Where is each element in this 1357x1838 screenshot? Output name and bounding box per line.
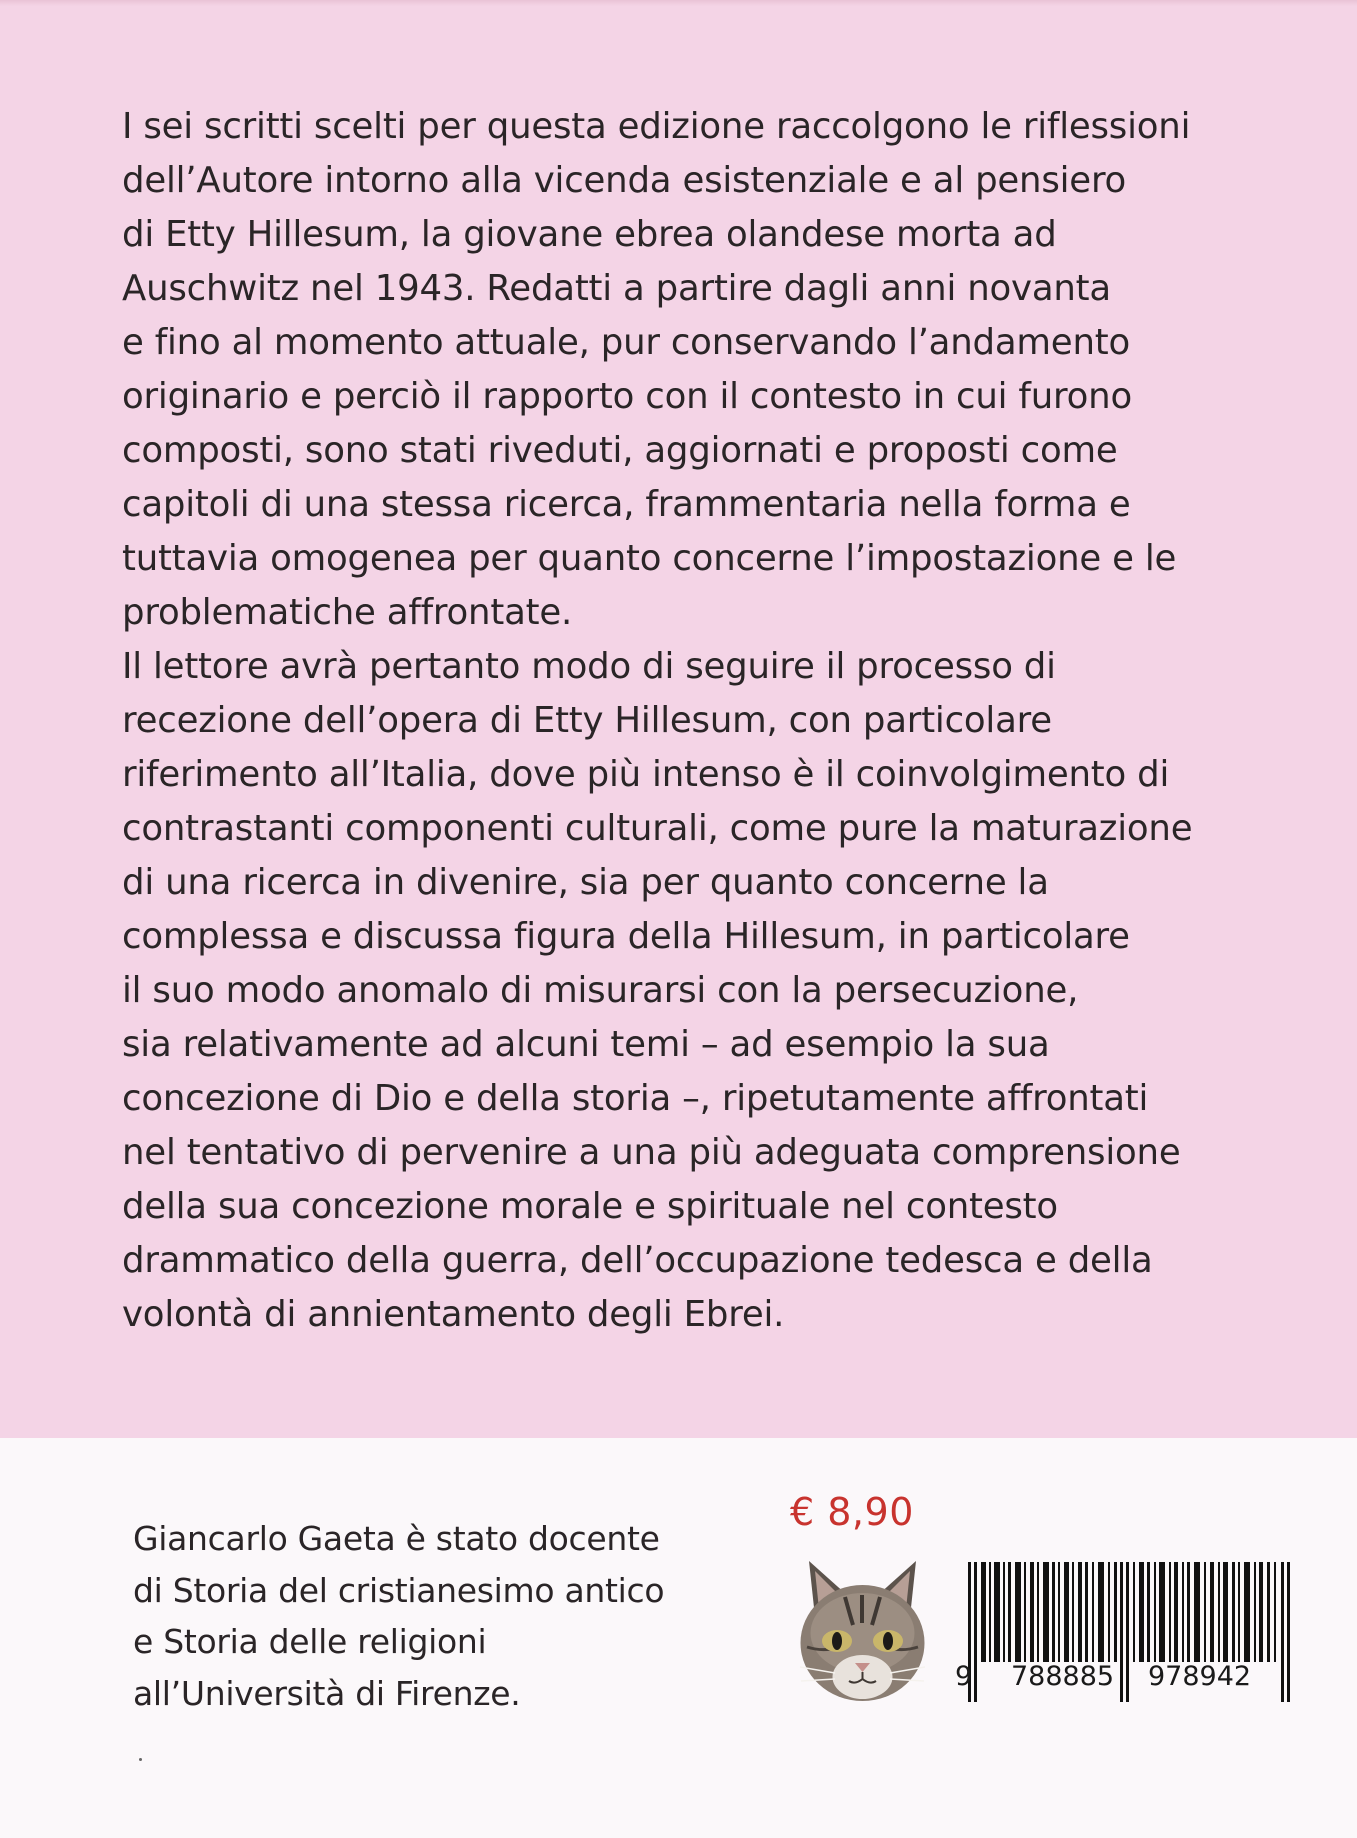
print-speck [139, 1758, 142, 1761]
blurb-line: riferimento all’Italia, dove più intenso è il coinvolgimento di [122, 754, 1170, 795]
blurb-line: volontà di annientamento degli Ebrei. [122, 1294, 785, 1335]
blurb-line: concezione di Dio e della storia –, ripetutamente affrontati [122, 1078, 1149, 1119]
blurb-line: Il lettore avrà pertanto modo di seguire il processo di [122, 646, 1056, 687]
blurb-line: della sua concezione morale e spirituale nel contesto [122, 1186, 1058, 1227]
blurb-line: contrastanti componenti culturali, come pure la maturazione [122, 808, 1193, 849]
author-bio [133, 1513, 664, 1719]
blurb-line: di una ricerca in divenire, sia per quanto concerne la [122, 862, 1049, 903]
blurb-line: I sei scritti scelti per questa edizione raccolgono le riflessioni [122, 106, 1191, 147]
blurb-line: nel tentativo di pervenire a una più adeguata comprensione [122, 1132, 1181, 1173]
blurb-line: drammatico della guerra, dell’occupazione tedesca e della [122, 1240, 1153, 1281]
cat-face-icon [795, 1555, 930, 1710]
blurb-line: sia relativamente ad alcuni temi – ad esempio la sua [122, 1024, 1050, 1065]
cover-top-edge [0, 0, 1357, 6]
author-bio-line: e Storia delle religioni [133, 1622, 487, 1661]
barcode-digits-group-2: 978942 [1148, 1661, 1252, 1692]
author-bio-line: Giancarlo Gaeta è stato docente [133, 1519, 660, 1558]
blurb-line: originario e perciò il rapporto con il contesto in cui furono [122, 376, 1132, 417]
blurb-line: Auschwitz nel 1943. Redatti a partire dagli anni novanta [122, 268, 1111, 309]
blurb-line: problematiche affrontate. [122, 592, 573, 633]
price-label: € 8,90 [790, 1490, 914, 1534]
blurb-line: e fino al momento attuale, pur conservando l’andamento [122, 322, 1130, 363]
blurb-line: tuttavia omogenea per quanto concerne l’impostazione e le [122, 538, 1177, 579]
blurb-line: dell’Autore intorno alla vicenda esistenziale e al pensiero [122, 160, 1127, 201]
barcode-digits-group-1: 788885 [1011, 1661, 1115, 1692]
blurb-line: il suo modo anomalo di misurarsi con la persecuzione, [122, 970, 1079, 1011]
blurb-line: di Etty Hillesum, la giovane ebrea olandese morta ad [122, 214, 1057, 255]
blurb-line: recezione dell’opera di Etty Hillesum, con particolare [122, 700, 1052, 741]
blurb-text [122, 100, 1282, 1342]
author-bio-line: di Storia del cristianesimo antico [133, 1570, 665, 1610]
blurb-line: composti, sono stati riveduti, aggiornati e proposti come [122, 430, 1118, 471]
barcode-digit-prefix: 9 [955, 1661, 973, 1692]
author-bio-line: all’Università di Firenze. [133, 1673, 521, 1713]
blurb-line: capitoli di una stessa ricerca, frammentaria nella forma e [122, 484, 1131, 525]
blurb-line: complessa e discussa figura della Hillesum, in particolare [122, 916, 1130, 957]
